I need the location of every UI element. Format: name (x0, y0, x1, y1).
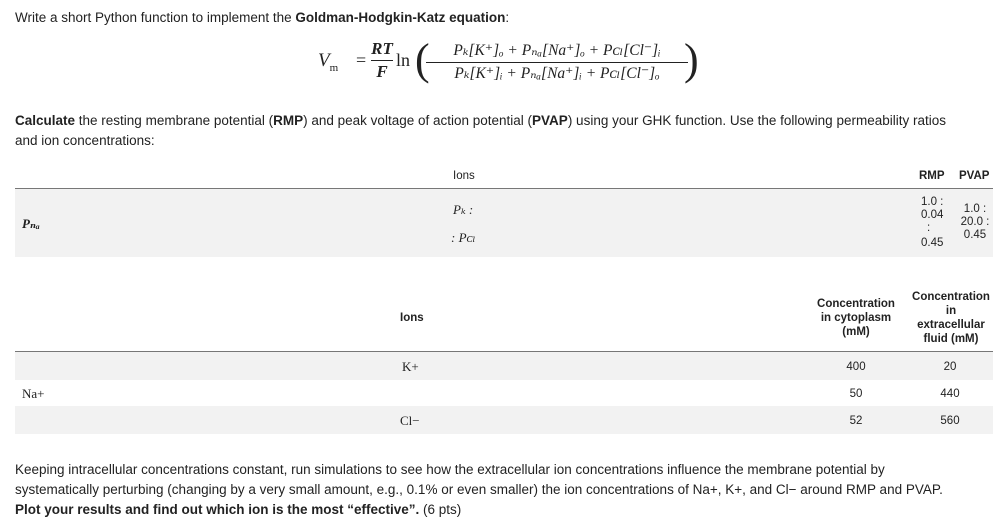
perm-rmp-values: 1.0 : 0.04 : 0.45 (921, 196, 944, 249)
intro-prefix: Write a short Python function to implement the (15, 10, 296, 25)
conc-row-na-cyto: 50 (849, 388, 863, 400)
intro-text (15, 8, 509, 28)
ghk-fraction (426, 40, 688, 85)
ghk-denominator: Pₖ[K⁺]ᵢ + Pₙₐ[Na⁺]ᵢ + Pᴄₗ[Cl⁻]ₒ (426, 62, 688, 85)
intro-suffix: : (505, 10, 510, 25)
perm-pk-label: Pₖ : (453, 202, 474, 217)
conc-row-na-ion: Na+ (22, 386, 45, 401)
ln-operator: ln (396, 50, 411, 70)
conc-row-k-ion: K+ (402, 359, 419, 374)
perm-header-rmp: RMP (919, 170, 945, 182)
conc-header-extracellular: Concentration in extracellular fluid (mM) (912, 291, 990, 345)
conc-header-cytoplasm: Concentration in cytoplasm (mM) (817, 298, 895, 338)
conc-row-cl-cyto: 52 (849, 415, 863, 427)
perm-row-label-pna: Pₙₐ (22, 216, 40, 231)
perm-header-pvap: PVAP (959, 170, 990, 182)
equation-lhs: $V_m$ (318, 50, 339, 74)
left-paren: ( (415, 35, 430, 84)
ghk-equation (318, 35, 699, 90)
conc-header-ions: Ions (400, 312, 424, 324)
intro-equation-name: Goldman-Hodgkin-Katz equation (295, 10, 506, 25)
calc-paragraph: Calculate the resting membrane potential (RMP) and peak voltage of action potential (PVAP) using your GHK function. Use the following permeability ratios and ion concentrations: (15, 113, 946, 148)
perm-header-ions: Ions (453, 170, 475, 182)
perm-pcl-label: : Pᴄₗ (451, 230, 476, 245)
final-line-1: Keeping intracellular concentrations constant, run simulations to see how the extracellular ion concentrations influence the membrane potential by (15, 462, 885, 477)
ghk-numerator: Pₖ[K⁺]ₒ + Pₙₐ[Na⁺]ₒ + Pᴄₗ[Cl⁻]ᵢ (453, 42, 661, 59)
conc-row-na-extra: 440 (940, 388, 960, 400)
final-line-2: systematically perturbing (changing by a very small amount, e.g., 0.1% or even smaller) the ion concentrations of Na+, K+, and Cl− around RMP and PVAP. (15, 482, 943, 497)
final-paragraph (15, 460, 995, 520)
conc-row-k-cyto: 400 (846, 361, 866, 373)
perm-row-shade (15, 189, 993, 257)
conc-row-cl-ion: Cl− (400, 413, 420, 428)
final-line-3: Plot your results and find out which ion is the most “effective”. (6 pts) (15, 502, 462, 517)
conc-row-cl-extra: 560 (940, 415, 960, 427)
conc-row-k-extra: 20 (943, 361, 957, 373)
right-paren: ) (684, 35, 699, 84)
equation-equals: = (356, 50, 367, 70)
rt-over-f: $\frac{RT}{F}$ (371, 39, 393, 81)
perm-pvap-values: 1.0 : 20.0 : 0.45 (960, 203, 990, 241)
